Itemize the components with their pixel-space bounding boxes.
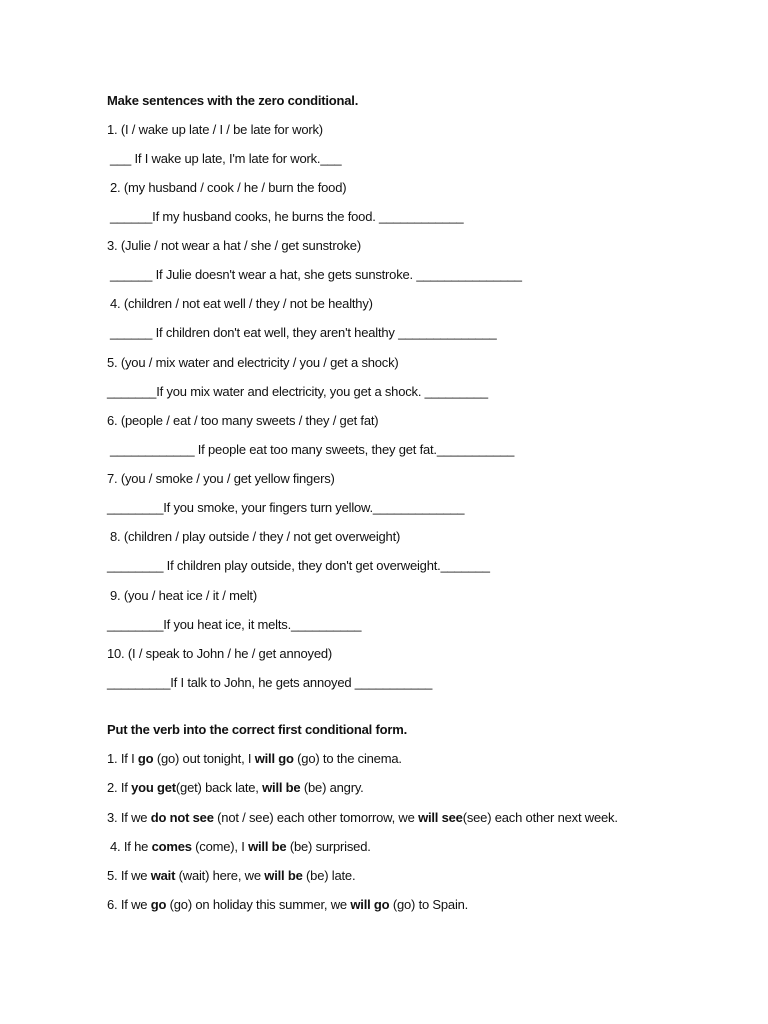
question-prompt-2: 2. (my husband / cook / he / burn the food) (110, 180, 347, 195)
question-prompt-6: 6. (people / eat / too many sweets / they / get fat) (107, 413, 379, 428)
conditional-item-1: 1. If I go (go) out tonight, I will go (go) to the cinema. (107, 751, 402, 766)
conditional-item-2: 2. If you get(get) back late, will be (be) angry. (107, 780, 364, 795)
question-prompt-9: 9. (you / heat ice / it / melt) (110, 588, 257, 603)
question-answer-6: ____________ If people eat too many sweets, they get fat.___________ (110, 442, 515, 457)
question-answer-7: ________If you smoke, your fingers turn yellow._____________ (107, 500, 465, 515)
conditional-item-5: 5. If we wait (wait) here, we will be (be) late. (107, 868, 356, 883)
question-answer-1: ___ If I wake up late, I'm late for work.___ (110, 151, 342, 166)
question-prompt-7: 7. (you / smoke / you / get yellow fingers) (107, 471, 335, 486)
question-answer-4: ______ If children don't eat well, they aren't healthy ______________ (110, 325, 497, 340)
question-prompt-10: 10. (I / speak to John / he / get annoyed) (107, 646, 333, 661)
section1-heading: Make sentences with the zero conditional. (107, 93, 359, 108)
conditional-item-6: 6. If we go (go) on holiday this summer, we will go (go) to Spain. (107, 897, 469, 912)
question-prompt-5: 5. (you / mix water and electricity / you / get a shock) (107, 355, 399, 370)
question-prompt-1: 1. (I / wake up late / I / be late for work) (107, 122, 323, 137)
question-answer-5: _______If you mix water and electricity, you get a shock. _________ (107, 384, 488, 399)
question-answer-2: ______If my husband cooks, he burns the food. ____________ (110, 209, 464, 224)
question-prompt-8: 8. (children / play outside / they / not get overweight) (110, 529, 401, 544)
conditional-item-3: 3. If we do not see (not / see) each other tomorrow, we will see(see) each other next week. (107, 810, 618, 825)
question-answer-8: ________ If children play outside, they don't get overweight._______ (107, 558, 490, 573)
section2-heading: Put the verb into the correct first conditional form. (107, 722, 407, 737)
question-prompt-3: 3. (Julie / not wear a hat / she / get sunstroke) (107, 238, 361, 253)
question-answer-10: _________If I talk to John, he gets annoyed ___________ (107, 675, 433, 690)
question-answer-9: ________If you heat ice, it melts.__________ (107, 617, 362, 632)
question-prompt-4: 4. (children / not eat well / they / not be healthy) (110, 296, 373, 311)
conditional-item-4: 4. If he comes (come), I will be (be) surprised. (110, 839, 371, 854)
question-answer-3: ______ If Julie doesn't wear a hat, she gets sunstroke. _______________ (110, 267, 522, 282)
